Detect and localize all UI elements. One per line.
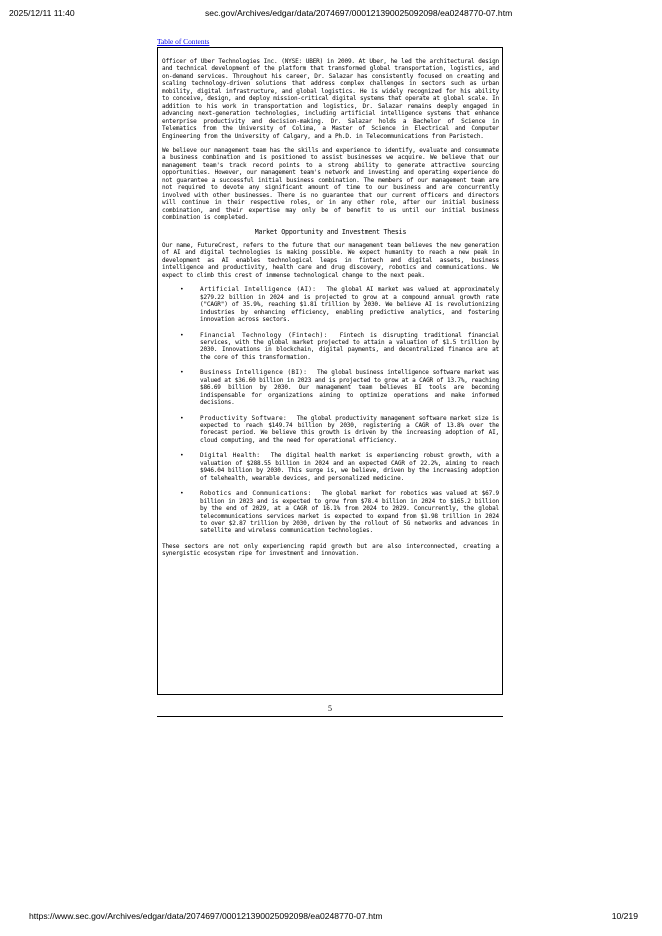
bullet-label: Robotics and Communications:: [200, 490, 312, 498]
bullet-text: The digital health market is experiencing robust growth, with a valuation of $288.55 billion in 2024 and an expected CAGR of 22.2%, aiming to reach $946.04 billion by 2030. This surge is, we believe, driven by the increasing adoption of telehealth, wearable devices, and personalized medicine.: [200, 452, 499, 482]
document-content: [157, 47, 503, 695]
bullet-item-robotics: [162, 490, 499, 535]
bullet-item-productivity: [162, 415, 499, 445]
bullet-icon: •: [180, 331, 184, 339]
print-header-url: sec.gov/Archives/edgar/data/2074697/000121390025092098/ea0248770-07.htm: [205, 8, 513, 18]
print-datetime: 2025/12/11 11:40: [9, 8, 75, 18]
bullet-label: Artificial Intelligence (AI):: [200, 286, 317, 294]
bullet-label: Financial Technology (Fintech):: [200, 331, 328, 339]
bullet-item-digital-health: [162, 452, 499, 482]
bullet-label: Productivity Software:: [200, 414, 287, 422]
bullet-text: The global business intelligence software market was valued at $36.60 billion in 2023 and is projected to grow at a CAGR of 13.7%, reaching $86.69 billion by 2030. Our management team believes BI tools are becoming indispensable for organizations aiming to optimize operations and make informed decisions.: [200, 369, 499, 407]
bullet-text: The global market for robotics was valued at $67.9 billion in 2023 and is expected to grow from $78.4 billion in 2024 to $165.2 billion by the end of 2029, at a CAGR of 16.1% from 2024 to 2029. Concurrently, the global telecommunications services market is expected to expand from $1.98 trillion in 2024 to over $2.87 trillion by 2030, driven by the rollout of 5G networks and advances in satellite and wireless communication technologies.: [200, 490, 500, 535]
paragraph-closing: These sectors are not only experiencing rapid growth but are also interconnected, creating a synergistic ecosystem ripe for investment and innovation.: [162, 542, 499, 558]
bullet-item-bi: [162, 369, 499, 406]
page-number: 5: [328, 704, 332, 713]
table-of-contents-link[interactable]: Table of Contents: [157, 37, 210, 46]
section-title: Market Opportunity and Investment Thesis: [254, 227, 407, 236]
bullet-text: Fintech is disrupting traditional financial services, with the global market projected to attain a valuation of $1.5 trillion by 2030. Innovations in blockchain, digital payments, and decentralized finance are at the core of this transformation.: [200, 331, 499, 361]
bullet-item-fintech: [162, 332, 499, 362]
print-footer-url: https://www.sec.gov/Archives/edgar/data/2074697/000121390025092098/ea0248770-07.htm: [29, 911, 383, 921]
bullet-item-ai: [162, 286, 499, 323]
print-page-count: 10/219: [611, 911, 638, 921]
bullet-icon: •: [180, 286, 184, 294]
bullet-icon: •: [180, 369, 184, 377]
paragraph-salazar-bio: Officer of Uber Technologies Inc. (NYSE: UBER) in 2009. At Uber, he led the architectural design and technical development of the platform that transformed global transportation, logistics, and on-demand services. Throughout his career, Dr. Salazar has consistently focused on creating and scaling technology-driven solutions that address complex challenges in sectors such as urban mobility, digital infrastructure, and global logistics. He is widely recognized for his ability to conceive, design, and deploy mission-critical digital systems that operate at global scale. In addition to his work in transportation and logistics, Dr. Salazar remains deeply engaged in advancing next-generation technologies, including artificial intelligence systems that enhance enterprise productivity and decision-making. Dr. Salazar holds a Bachelor of Science in Telematics from the University of Colima, a Master of Science in Electrical and Computer Engineering from the University of Calgary, and a Ph.D. in Telecommunications from Paristech.: [162, 58, 499, 140]
print-header: [0, 8, 662, 22]
bullet-text: The global AI market was valued at approximately $279.22 billion in 2024 and is projected to grow at a compound annual growth rate ("CAGR") of 35.9%, reaching $1.81 trillion by 2030. We believe AI is revolutionizing industries by enhancing efficiency, enabling predictive analytics, and fostering innovation across sectors.: [200, 286, 499, 324]
bullet-icon: •: [180, 414, 184, 422]
bullet-label: Business Intelligence (BI):: [200, 369, 308, 377]
bullet-icon: •: [180, 452, 184, 460]
market-bullet-list: [162, 286, 499, 535]
page-divider: [157, 716, 503, 717]
bullet-text: The global productivity management software market size is expected to reach $149.74 billion by 2030, registering a CAGR of 13.8% over the forecast period. We believe this growth is driven by the increasing adoption of AI, cloud computing, and the need for operational efficiency.: [200, 414, 500, 444]
bullet-icon: •: [180, 490, 184, 498]
paragraph-management-team: We believe our management team has the skills and experience to identify, evaluate and consummate a business combination and is positioned to assist businesses we acquire. We believe that our management team's track record points to a strong ability to generate attractive sourcing opportunities. However, our management team's network and investing and operating experience do not guarantee a successful initial business combination. The members of our management team are not required to devote any significant amount of time to our business and are concurrently involved with other businesses. There is no guarantee that our current officers and directors will continue in their respective roles, or in any other role, after our initial business combination, and their expertise may only be of benefit to us until our initial business combination is completed.: [162, 146, 499, 222]
paragraph-intro: Our name, FutureCrest, refers to the future that our management team believes the new generation of AI and digital technologies is making possible. We expect humanity to reach a new peak in development as AI enables technological leaps in fintech and digital assets, business intelligence and productivity, health care and drug discovery, robotics and communications. We expect to climb this crest of immense technological change to the next peak.: [162, 241, 499, 279]
bullet-label: Digital Health:: [200, 452, 261, 460]
